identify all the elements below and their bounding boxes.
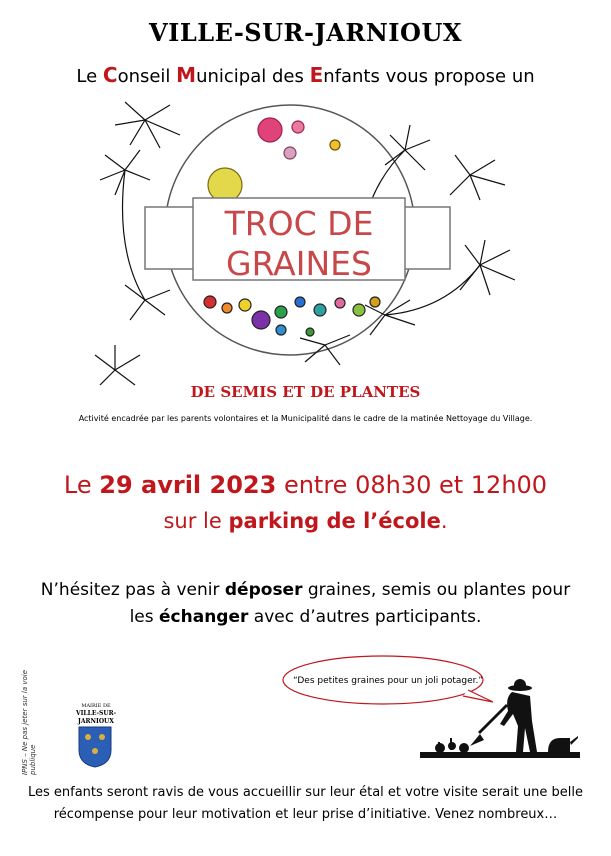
mairie-line-2: VILLE-SUR-JARNIOUX	[75, 710, 117, 725]
speech-bubble-text: “Des petites graines pour un joli potager.”	[292, 676, 484, 686]
place-prefix: sur le	[163, 509, 229, 533]
footer-line-1: Les enfants seront ravis de vous accueillir sur leur étal et votre visite serait une belle	[27, 785, 583, 800]
intro-text: onseil	[117, 66, 177, 87]
invite-text: N’hésitez pas à venir	[40, 580, 225, 600]
intro-line	[0, 63, 611, 87]
place-suffix: .	[440, 509, 448, 533]
footer-text	[0, 782, 611, 826]
troc-de-graines-illustration	[85, 100, 525, 390]
intro-initial-m: M	[176, 63, 197, 87]
activity-note: Activité encadrée par les parents volontaires et la Municipalité dans le cadre de la matinée Nettoyage du Village.	[78, 414, 533, 423]
invite-text: les	[129, 607, 160, 627]
mairie-label	[60, 702, 132, 726]
subtitle: DE SEMIS ET DE PLANTES	[190, 383, 421, 401]
intro-text: unicipal des	[196, 66, 310, 87]
event-date-line	[0, 471, 611, 499]
invite-line-1	[0, 577, 611, 604]
event-place: parking de l’école	[228, 509, 441, 533]
invite-line-2	[0, 604, 611, 631]
intro-text: Le	[76, 66, 103, 87]
invite-text: graines, semis ou plantes pour	[302, 580, 571, 600]
town-title: VILLE-SUR-JARNIOUX	[148, 18, 462, 47]
intro-text: nfants vous propose un	[323, 66, 535, 87]
event-date: 29 avril 2023	[99, 471, 277, 499]
title-line-2: GRAINES	[226, 244, 372, 283]
coat-of-arms-icon	[78, 726, 112, 768]
intro-initial-c: C	[102, 63, 118, 87]
invitation-text	[0, 577, 611, 631]
intro-initial-e: E	[309, 63, 324, 87]
footer-line-2: récompense pour leur motivation et leur prise d’initiative. Venez nombreux…	[53, 807, 558, 822]
mairie-line-1: MAIRIE DE	[81, 703, 111, 709]
event-place-line	[0, 509, 611, 533]
gardener-silhouette-icon	[420, 676, 580, 766]
ipns-side-text: IPNS – Ne pas jeter sur la voie publique	[21, 669, 37, 775]
title-line-1: TROC DE	[224, 204, 374, 243]
invite-bold: échanger	[159, 607, 249, 627]
event-time: entre 08h30 et 12h00	[276, 471, 548, 499]
date-prefix: Le	[63, 471, 100, 499]
invite-text: avec d’autres participants.	[248, 607, 482, 627]
invite-bold: déposer	[224, 580, 303, 600]
